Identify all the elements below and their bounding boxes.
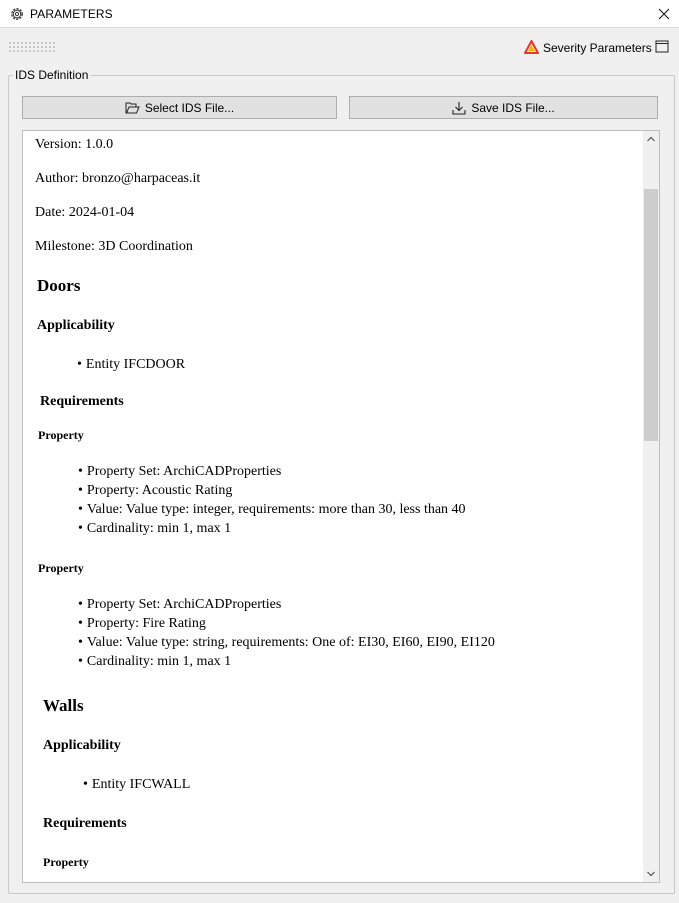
list-item: • Property: Acoustic Rating — [78, 483, 232, 499]
close-icon[interactable] — [656, 6, 672, 22]
author-text: Author: bronzo@harpaceas.it — [35, 171, 201, 186]
requirements-heading: Requirements — [43, 816, 127, 831]
list-item: • Entity IFCDOOR — [77, 357, 185, 373]
gear-icon — [9, 6, 25, 22]
folder-open-icon — [125, 102, 140, 114]
select-ids-file-button[interactable] — [22, 96, 337, 119]
list-item: • Property Set: ArchiCADProperties — [78, 597, 281, 613]
save-ids-file-button[interactable] — [349, 96, 658, 119]
list-item: • Value: Value type: integer, requirements: more than 30, less than 40 — [78, 502, 466, 518]
window-title: PARAMETERS — [30, 7, 113, 21]
list-item: • Property: Fire Rating — [78, 616, 206, 632]
spec-title: Doors — [37, 276, 81, 295]
list-item: • Cardinality: min 1, max 1 — [78, 521, 231, 537]
applicability-heading: Applicability — [43, 738, 121, 753]
scrollbar-thumb[interactable] — [644, 189, 658, 441]
scroll-up-arrow-icon[interactable] — [643, 131, 659, 147]
list-item: • Entity IFCWALL — [83, 777, 190, 793]
property-heading: Property — [38, 428, 84, 442]
drag-grip-handle[interactable] — [8, 41, 56, 54]
list-item: • Cardinality: min 1, max 1 — [78, 654, 231, 670]
restore-window-icon[interactable] — [655, 40, 669, 53]
property-heading: Property — [43, 855, 89, 869]
applicability-heading: Applicability — [37, 318, 115, 333]
list-item: • Property Set: ArchiCADProperties — [78, 464, 281, 480]
vertical-scrollbar[interactable] — [643, 131, 659, 882]
select-ids-file-label: Select IDS File... — [144, 100, 235, 115]
date-text: Date: 2024-01-04 — [35, 205, 135, 220]
save-ids-file-label: Save IDS File... — [471, 100, 555, 115]
property-heading: Property — [38, 561, 84, 575]
list-item: • Value: Value type: string, requirements: One of: EI30, EI60, EI90, EI120 — [78, 635, 495, 651]
title-bar — [0, 0, 679, 28]
requirements-heading: Requirements — [40, 394, 124, 409]
ids-definition-label: IDS Definition — [15, 68, 89, 82]
ids-viewer[interactable] — [22, 130, 660, 883]
ids-content — [23, 131, 643, 882]
severity-warning-icon — [524, 40, 539, 54]
milestone-text: Milestone: 3D Coordination — [35, 239, 193, 254]
scroll-down-arrow-icon[interactable] — [643, 866, 659, 882]
download-icon — [452, 101, 466, 115]
version-text: Version: 1.0.0 — [35, 137, 114, 152]
severity-parameters-button[interactable]: Severity Parameters — [543, 41, 652, 55]
spec-title: Walls — [43, 696, 84, 715]
